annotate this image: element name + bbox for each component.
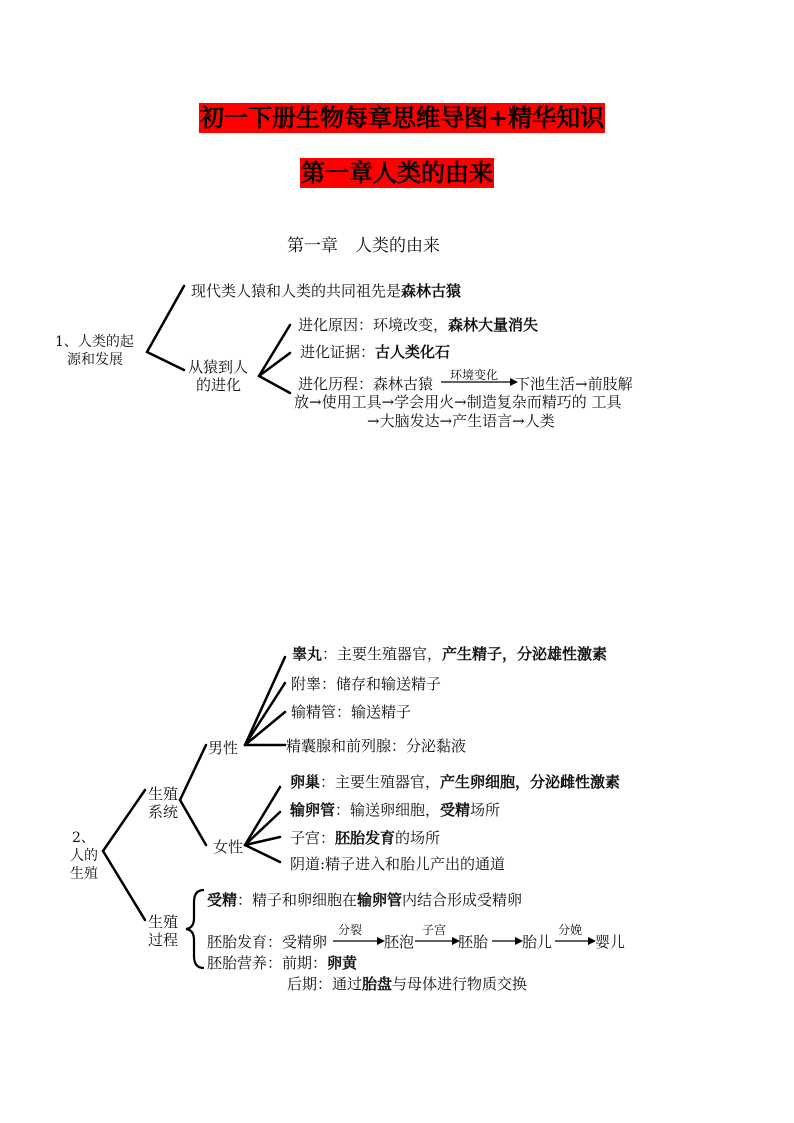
root2-line1: 2、 bbox=[72, 830, 95, 846]
evolution-process-after: 下池生活→前肢解 bbox=[515, 375, 633, 393]
vas-deferens-item: 输精管：输送精子 bbox=[291, 703, 412, 721]
reproduction-process-line2: 过程 bbox=[148, 931, 179, 949]
evolution-process-prefix: 进化历程：森林古猿 bbox=[298, 375, 434, 393]
development-label: 胚胎发育：受精卵 bbox=[207, 933, 328, 951]
chapter-banner: 第一章人类的由来 bbox=[301, 158, 493, 187]
epididymis-item: 附睾：储存和输送精子 bbox=[291, 675, 442, 693]
evolution-evidence: 进化证据：古人类化石 bbox=[300, 343, 451, 361]
reproduction-process-line1: 生殖 bbox=[148, 913, 179, 931]
nutrition-later: 后期：通过胎盘与母体进行物质交换 bbox=[287, 975, 528, 993]
root-node-line1: 1、人类的起 bbox=[55, 334, 134, 350]
stage-infant: 婴儿 bbox=[595, 933, 626, 951]
reproductive-system-line1: 生殖 bbox=[148, 785, 179, 803]
document-title: 初一下册生物每章思维导图+精华知识 bbox=[200, 103, 605, 132]
root-node-line2: 源和发展 bbox=[67, 352, 123, 368]
evolution-node-line2: 的进化 bbox=[196, 376, 242, 394]
vagina-item: 阴道:精子进入和胎儿产出的通道 bbox=[290, 855, 506, 873]
arrow-label-uterus: 子宫 bbox=[422, 923, 447, 937]
root2-line2: 人的 bbox=[70, 848, 98, 864]
glands-item: 精囊腺和前列腺：分泌黏液 bbox=[286, 737, 467, 755]
arrow-label-division: 分裂 bbox=[338, 923, 363, 937]
stage-fetus: 胎儿 bbox=[522, 933, 553, 951]
evolution-cause: 进化原因：环境改变，森林大量消失 bbox=[298, 316, 539, 334]
stage-embryo: 胚胎 bbox=[458, 933, 489, 951]
evolution-process-line2: 放→使用工具→学会用火→制造复杂而精巧的 工具 bbox=[294, 393, 622, 411]
section-heading: 第一章 人类的由来 bbox=[287, 236, 440, 256]
oviduct-item: 输卵管：输送卵细胞，受精场所 bbox=[290, 801, 501, 819]
ovary-item: 卵巢：主要生殖器官，产生卵细胞，分泌雌性激素 bbox=[290, 773, 621, 791]
arrow-label-delivery: 分娩 bbox=[558, 923, 583, 937]
testis-item: 睾丸：主要生殖器官，产生精子，分泌雄性激素 bbox=[292, 645, 608, 663]
stage-blastocyst: 胚泡 bbox=[384, 933, 415, 951]
reproductive-system-line2: 系统 bbox=[148, 803, 179, 821]
uterus-item: 子宫：胚胎发育的场所 bbox=[290, 829, 441, 847]
ancestor-node: 现代类人猿和人类的共同祖先是森林古猿 bbox=[191, 282, 462, 300]
female-node: 女性 bbox=[213, 838, 244, 856]
nutrition-item: 胚胎营养：前期：卵黄 bbox=[207, 954, 358, 972]
evolution-node-line1: 从猿到人 bbox=[188, 358, 249, 376]
male-node: 男性 bbox=[208, 739, 239, 757]
fertilization-item: 受精：精子和卵细胞在输卵管内结合形成受精卵 bbox=[207, 891, 523, 909]
arrow-label-environment: 环境变化 bbox=[450, 368, 499, 382]
evolution-process-line3: →大脑发达→产生语言→人类 bbox=[367, 412, 555, 430]
root2-line3: 生殖 bbox=[70, 866, 98, 882]
